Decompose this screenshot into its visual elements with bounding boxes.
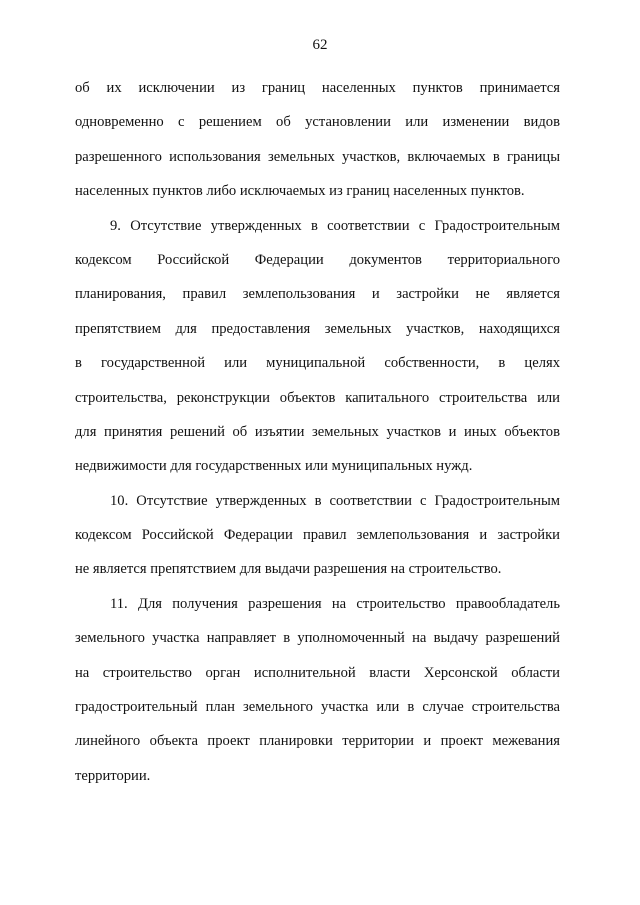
text-line: кодексом Российской Федерации документов территориального xyxy=(75,251,560,268)
text-line: 10. Отсутствие утвержденных в соответствии с Градостроительным xyxy=(110,492,560,509)
text-line: планирования, правил землепользования и застройки не является xyxy=(75,286,560,303)
text-line: кодексом Российской Федерации правил землепользования и застройки xyxy=(75,527,560,544)
text-line: линейного объекта проект планировки территории и проект межевания xyxy=(75,733,560,750)
text-line: на строительство орган исполнительной власти Херсонской области xyxy=(75,664,560,681)
paragraph-11 xyxy=(75,587,560,793)
text-line: градостроительный план земельного участка или в случае строительства xyxy=(75,699,560,716)
text-line: недвижимости для государственных или муниципальных нужд. xyxy=(75,458,473,475)
text-line: об их исключении из границ населенных пунктов принимается xyxy=(75,80,560,96)
text-line: 11. Для получения разрешения на строительство правообладатель xyxy=(110,595,560,612)
text-line: одновременно с решением об установлении или изменении видов xyxy=(75,114,560,131)
paragraph-9 xyxy=(75,209,560,484)
text-line: для принятия решений об изъятии земельных участков и иных объектов xyxy=(75,423,560,440)
text-line: разрешенного использования земельных участков, включаемых в границы xyxy=(75,148,560,165)
paragraph-continuation xyxy=(75,71,560,209)
text-line: строительства, реконструкции объектов капитального строительства или xyxy=(75,389,560,406)
text-line: территории. xyxy=(75,767,151,784)
text-line: препятствием для предоставления земельных участков, находящихся xyxy=(75,320,560,337)
paragraph-10 xyxy=(75,484,560,587)
text-line: населенных пунктов либо исключаемых из границ населенных пунктов. xyxy=(75,183,525,200)
text-line: в государственной или муниципальной собственности, в целях xyxy=(75,355,560,372)
text-line: 9. Отсутствие утвержденных в соответствии с Градостроительным xyxy=(110,217,560,234)
text-line: земельного участка направляет в уполномоченный на выдачу разрешений xyxy=(75,630,560,647)
body-text xyxy=(75,71,560,793)
page-number: 62 xyxy=(312,37,328,53)
text-line: не является препятствием для выдачи разрешения на строительство. xyxy=(75,561,502,578)
